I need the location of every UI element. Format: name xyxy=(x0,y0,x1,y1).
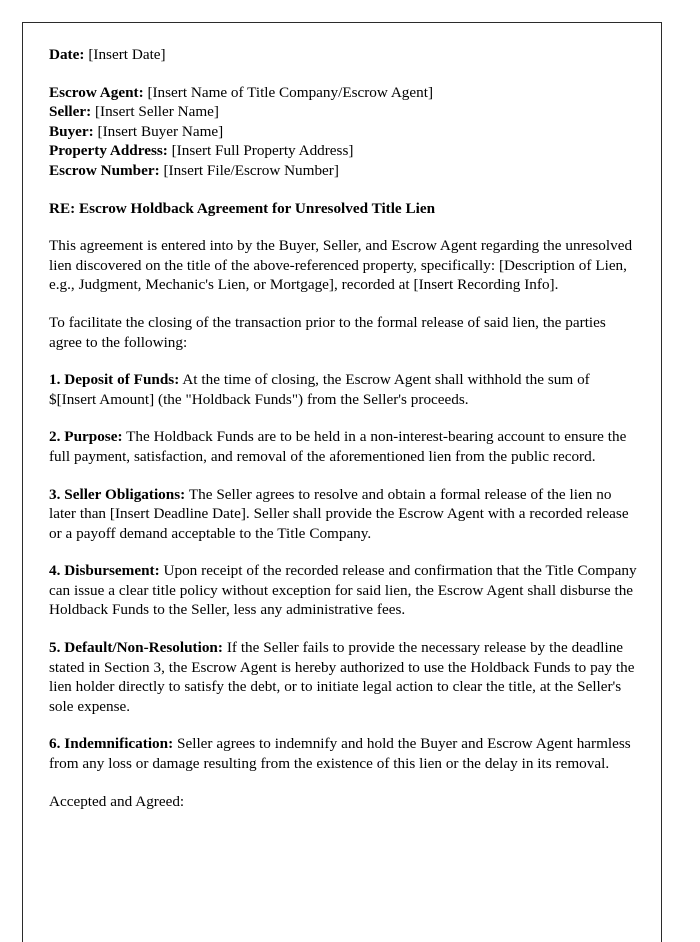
section-deposit-of-funds xyxy=(49,370,638,409)
party-block xyxy=(49,83,638,181)
intro-paragraph: This agreement is entered into by the Buyer, Seller, and Escrow Agent regarding the unresolved lien discovered on the title of the above-referenced property, specifically: [Description of Lien, e.g., Judgment, Mechanic's Lien, or Mortgage], recorded at [Insert Recording Info]. xyxy=(49,237,633,294)
facilitation-paragraph: To facilitate the closing of the transaction prior to the formal release of said lien, the parties agree to the following: xyxy=(49,313,606,351)
document-body xyxy=(49,45,638,811)
document-page xyxy=(22,22,662,942)
seller-value: [Insert Seller Name] xyxy=(94,103,219,121)
section-seller-obligations xyxy=(49,485,638,544)
section-4-text: Upon receipt of the recorded release and confirmation that the Title Company can issue a clear title policy without exception for said lien, the Escrow Agent shall disburse the Holdback Funds to the Seller, less any administrative fees. xyxy=(49,562,637,619)
escrow-number-value: [Insert File/Escrow Number] xyxy=(163,161,339,179)
section-purpose xyxy=(49,427,638,466)
escrow-agent-label: Escrow Agent: xyxy=(49,83,144,101)
section-default-non-resolution xyxy=(49,638,638,716)
escrow-agent-value: [Insert Name of Title Company/Escrow Agent] xyxy=(147,83,434,101)
seller-label: Seller: xyxy=(49,103,92,121)
section-5-text: If the Seller fails to provide the necessary release by the deadline stated in Section 3, the Escrow Agent is hereby authorized to use the Holdback Funds to pay the lien holder directly to satisfy the debt, or to initiate legal action to clear the title, at the Seller's sole expense. xyxy=(49,639,635,715)
escrow-number-label: Escrow Number: xyxy=(49,161,160,179)
party-line-escrow-agent xyxy=(49,83,638,103)
section-4-label: 4. Disbursement: xyxy=(49,562,160,580)
subject-line: RE: Escrow Holdback Agreement for Unresolved Title Lien xyxy=(49,199,436,217)
buyer-label: Buyer: xyxy=(49,122,94,140)
party-line-seller xyxy=(49,102,638,122)
buyer-value: [Insert Buyer Name] xyxy=(97,122,224,140)
section-disbursement xyxy=(49,561,638,620)
date-label: Date: xyxy=(49,46,85,63)
section-1-text: At the time of closing, the Escrow Agent shall withhold the sum of $[Insert Amount] (the "Holdback Funds") from the Seller's proceeds. xyxy=(49,371,590,408)
date-value: [Insert Date] xyxy=(88,46,166,63)
closing-line: Accepted and Agreed: xyxy=(49,792,185,810)
section-6-label: 6. Indemnification: xyxy=(49,735,174,753)
section-6-text: Seller agrees to indemnify and hold the Buyer and Escrow Agent harmless from any loss or damage resulting from the existence of this lien or the delay in its removal. xyxy=(49,735,631,773)
date-line xyxy=(49,45,638,65)
party-line-property-address xyxy=(49,141,638,161)
section-indemnification xyxy=(49,734,638,773)
section-1-label: 1. Deposit of Funds: xyxy=(49,371,180,389)
property-address-label: Property Address: xyxy=(49,142,168,160)
section-3-text: The Seller agrees to resolve and obtain a formal release of the lien no later than [Insert Deadline Date]. Seller shall provide the Escrow Agent with a recorded release or a payoff demand acceptable to the Title Company. xyxy=(49,485,629,542)
property-address-value: [Insert Full Property Address] xyxy=(171,142,354,160)
section-3-label: 3. Seller Obligations: xyxy=(49,485,186,503)
section-2-label: 2. Purpose: xyxy=(49,428,123,446)
section-2-text: The Holdback Funds are to be held in a non-interest-bearing account to ensure the full payment, satisfaction, and removal of the aforementioned lien from the public record. xyxy=(49,428,627,465)
party-line-buyer xyxy=(49,122,638,142)
party-line-escrow-number xyxy=(49,161,638,181)
section-5-label: 5. Default/Non-Resolution: xyxy=(49,639,223,657)
